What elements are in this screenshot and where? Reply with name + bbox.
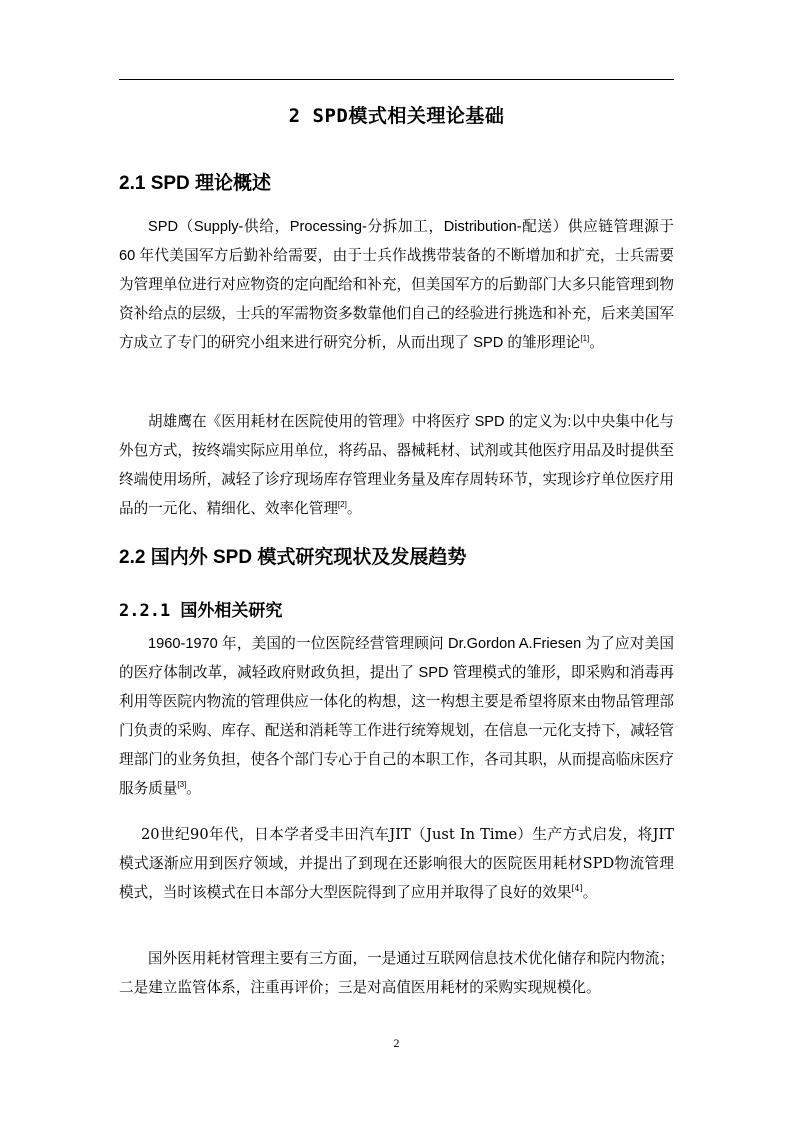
- header-rule: [119, 79, 674, 80]
- citation-ref[interactable]: [4]: [571, 884, 583, 893]
- section-2-1-paragraph-1: [119, 213, 674, 358]
- section-2-2-heading: 2.2 国内外 SPD 模式研究现状及发展趋势: [119, 547, 467, 568]
- paragraph-end: 。: [346, 501, 362, 517]
- section-2-2-1-paragraph-3: 国外医用耗材管理主要有三方面，一是通过互联网信息技术优化储存和院内物流；二是建立监管体系，注重再评价；三是对高值医用耗材的采购实现规模化。: [119, 950, 674, 996]
- section-2-1-paragraph-2: [119, 408, 674, 524]
- citation-ref[interactable]: [2]: [337, 500, 347, 509]
- paragraph-text: 20世纪90年代，日本学者受丰田汽车JIT（Just In Time）生产方式启发，将JIT模式逐渐应用到医疗领域，并提出了到现在还影响很大的医院医用耗材SPD物流管理模式，当时该模式在日本部分大型医院得到了应用并取得了良好的效果: [119, 826, 674, 901]
- section-2-2-1-heading: 2.2.1 国外相关研究: [119, 601, 283, 621]
- paragraph-text: 1960-1970 年，美国的一位医院经营管理顾问 Dr.Gordon A.Friesen 为了应对美国的医疗体制改革，减轻政府财政负担，提出了 SPD 管理模式的雏形，即采购和消毒再利用等医院内物流的管理供应一体化的构想，这一构想主要是希望将原来由物品管理部门负责的采购、库存、配送和消耗等工作进行统筹规划，在信息一元化支持下，减轻管理部门的业务负担，使各个部门专心于自己的本职工作，各司其职，从而提高临床医疗服务质量: [119, 636, 674, 797]
- citation-ref[interactable]: [3]: [177, 780, 187, 789]
- section-2-1-heading: 2.1 SPD 理论概述: [119, 173, 272, 194]
- chapter-title: 2 SPD模式相关理论基础: [288, 105, 505, 127]
- paragraph-end: 。: [582, 884, 598, 901]
- paragraph-text: SPD（Supply-供给，Processing-分拆加工，Distribution-配送）供应链管理源于 60 年代美国军方后勤补给需要，由于士兵作战携带装备的不断增加和扩充，士兵需要为管理单位进行对应物资的定向配给和补充，但美国军方的后勤部门大多只能管理到物资补给点的层级，士兵的军需物资多数靠他们自己的经验进行挑选和补充，后来美国军方成立了专门的研究小组来进行研究分析，从而出现了 SPD 的雏形理论: [119, 219, 674, 351]
- page-number: 2: [393, 1036, 400, 1050]
- section-2-2-1-paragraph-1: [119, 630, 674, 804]
- paragraph-end: 。: [589, 335, 604, 351]
- paragraph-end: 。: [186, 781, 201, 797]
- citation-ref[interactable]: [1]: [580, 334, 590, 343]
- section-2-2-1-paragraph-2: [119, 820, 674, 907]
- paragraph-text: 胡雄鹰在《医用耗材在医院使用的管理》中将医疗 SPD 的定义为:以中央集中化与外包方式，按终端实际应用单位，将药品、器械耗材、试剂或其他医疗用品及时提供至终端使用场所，减轻了诊疗现场库存管理业务量及库存周转环节，实现诊疗单位医疗用品的一元化、精细化、效率化管理: [119, 414, 674, 517]
